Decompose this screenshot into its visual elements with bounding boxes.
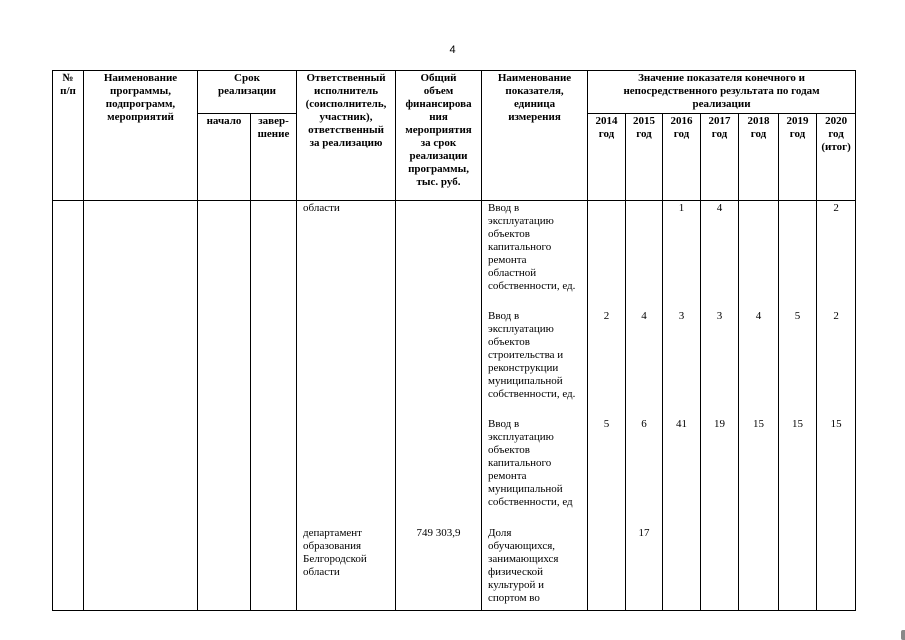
header-end: завер- шение [251, 114, 297, 201]
header-year-2014: 2014 год [588, 114, 626, 201]
header-year-2020: 2020 год (итог) [817, 114, 856, 201]
indicator-name: Доля обучающихся, занимающихся физической культурой и спортом во [488, 527, 559, 604]
cell-year-2015 [626, 201, 663, 611]
value-2016: 3 [678, 310, 685, 322]
value-2014: 2 [603, 310, 610, 322]
value-2020: 2 [833, 310, 839, 322]
value-2018: 15 [753, 418, 765, 430]
value-2017: 4 [716, 202, 723, 214]
value-2016: 41 [676, 418, 688, 430]
cell-year-2017 [701, 201, 739, 611]
value-2015: 6 [641, 418, 647, 430]
value-2020: 15 [830, 418, 842, 430]
value-2017: 19 [714, 418, 726, 430]
header-term: Срок реализации [198, 71, 297, 114]
cell-funding [396, 201, 482, 611]
funding-value: 749 303,9 [416, 527, 461, 539]
value-2015: 17 [638, 527, 650, 539]
page-number: 4 [449, 44, 456, 56]
header-responsible: Ответственный исполнитель (соисполнитель, участник), ответственный за реализацию [297, 71, 396, 201]
header-program-name: Наименование программы, подпрограмм, мероприятий [84, 71, 198, 201]
header-indicator: Наименование показателя, единица измерения [482, 71, 588, 201]
cell-indicator [482, 201, 588, 611]
cell-year-2018 [739, 201, 779, 611]
cell-start [198, 201, 251, 611]
value-2019: 5 [794, 310, 801, 322]
value-2020: 2 [833, 202, 839, 214]
header-row-1 [53, 71, 856, 114]
header-funding: Общий объем финансирова ния мероприятия за срок реализации программы, тыс. руб. [396, 71, 482, 201]
value-2014: 5 [603, 418, 610, 430]
value-2015: 4 [641, 310, 647, 322]
header-year-2016: 2016 год [663, 114, 701, 201]
cell-year-2019 [779, 201, 817, 611]
header-values: Значение показателя конечного и непосредственного результата по годам реализации [588, 71, 856, 114]
indicator-name: Ввод в эксплуатацию объектов капитального ремонта областной собственности, ед. [488, 202, 576, 292]
value-2017: 3 [716, 310, 723, 322]
value-2018: 4 [755, 310, 762, 322]
value-2016: 1 [678, 202, 685, 214]
cell-program-name [84, 201, 198, 611]
indicator-name: Ввод в эксплуатацию объектов капитального ремонта муниципальной собственности, ед [488, 418, 573, 508]
responsible-text: департамент образования Белгородской области [303, 527, 367, 578]
header-year-2018: 2018 год [739, 114, 779, 201]
cell-responsible [297, 201, 396, 611]
table-row [53, 201, 856, 611]
header-year-2019: 2019 год [779, 114, 817, 201]
responsible-text: области [303, 202, 340, 214]
cell-number [53, 201, 84, 611]
header-start: начало [198, 114, 251, 201]
program-table [52, 70, 856, 611]
header-year-2017: 2017 год [701, 114, 739, 201]
page-edge-mark [901, 630, 905, 640]
header-year-2015: 2015 год [626, 114, 663, 201]
cell-year-2020 [817, 201, 856, 611]
indicator-name: Ввод в эксплуатацию объектов строительства и реконструкции муниципальной собственности, ед. [488, 310, 576, 400]
value-2019: 15 [792, 418, 804, 430]
cell-end [251, 201, 297, 611]
cell-year-2014 [588, 201, 626, 611]
cell-year-2016 [663, 201, 701, 611]
header-number: № п/п [53, 71, 84, 201]
